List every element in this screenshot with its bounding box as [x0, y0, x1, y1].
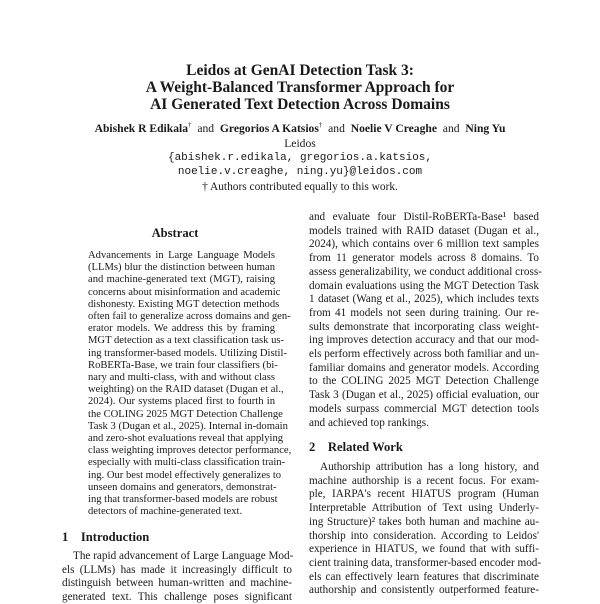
text-line: and achieved top rankings. [309, 416, 429, 429]
text-line: from 41 models not seen during training. Our re- [309, 306, 539, 319]
author-name: Noelie V Creaghe [350, 122, 437, 135]
related-work-heading [309, 440, 403, 455]
text-line: ing transformer-based models. Utilizing Distil- [88, 347, 287, 359]
text-line: to the COLING 2025 MGT Detection Challenge [309, 375, 539, 388]
text-line: nary and multi-class, with and without class [88, 372, 275, 383]
author-separator: and [197, 122, 215, 135]
text-line: detectors of machine-generated text. [88, 506, 243, 518]
title-line-3: AI Generated Text Detection Across Domains [150, 96, 450, 113]
section-number: 1 [62, 530, 69, 544]
text-line: especially with multi-class classification train- [88, 457, 286, 469]
text-line: 2024), which contains over 6 million text samples [309, 238, 539, 251]
text-line: familiar domains and generator models. According [309, 361, 539, 374]
text-line: cient training data, transformer-based encoder mod- [309, 556, 542, 569]
text-line: ing Structure)² takes both human and machine au- [309, 515, 539, 528]
text-line: 2024). Our systems placed first to fourth in [88, 396, 275, 408]
author-name: Gregorios A Katsios [219, 122, 319, 135]
author-name: Ning Yu [465, 122, 506, 135]
text-line: experience in HIATUS, we found that with suffi- [309, 543, 539, 556]
section-number: 2 [309, 440, 316, 454]
text-line: models surpass commercial MGT detection tools [309, 402, 539, 415]
text-line: assess generalizability, we conduct additional cross- [309, 265, 542, 278]
author-separator: and [328, 122, 345, 135]
text-line: often fail to generalize across domains and gen- [88, 311, 291, 322]
text-line: ing. Our best model effectively generalizes to [88, 469, 282, 481]
text-line: els perform effectively across both familiar and un- [309, 348, 539, 360]
author-line [0, 122, 600, 136]
affiliation: Leidos [284, 137, 316, 150]
text-line: thorship into consideration. According to Leidos' [309, 529, 539, 542]
text-line: authorship and consistently outperformed feature- [309, 584, 539, 597]
email-line-2: noelie.v.creaghe, ning.yu}@leidos.com [177, 166, 423, 178]
text-line: erator models. We address this by framing [88, 323, 275, 335]
text-line: models trained with RAID dataset (Dugan et al., [309, 224, 539, 237]
text-line: from 11 generator models across 8 domains. To [309, 252, 539, 265]
text-line: weighting) on the RAID dataset (Dugan et al., [88, 384, 284, 396]
text-line: Task 3 (Dugan et al., 2025). Internal in-domain [88, 420, 288, 432]
text-line: distinguish between human-written and machine- [62, 577, 292, 590]
intro-heading [62, 530, 149, 545]
text-line: Interpretable Attribution of Text using Underly- [309, 502, 539, 515]
author-separator: and [442, 122, 460, 135]
text-line: generated text. This challenge poses significant [62, 591, 292, 604]
text-line: MGT detection as a text classification task us- [88, 335, 285, 347]
text-line: ing that transformer-based models are robust [88, 494, 278, 505]
text-line: and zero-shot evaluations reveal that applying [88, 433, 284, 444]
text-line: Task 3 (Dugan et al., 2025) official evaluation, our [309, 389, 539, 402]
section-title: Related Work [327, 440, 403, 454]
abstract-heading: Abstract [151, 226, 199, 240]
text-line: machine authorship is a recent focus. For exam- [309, 474, 539, 487]
text-line: The rapid advancement of Large Language Mod- [73, 550, 294, 562]
text-line: RoBERTa-Base, we train four classifiers (bi- [88, 359, 278, 371]
text-line: and evaluate four Distil-RoBERTa-Base¹ based [309, 211, 539, 223]
section-title: Introduction [80, 530, 150, 544]
text-line: domain evaluations using the MGT Detection Task [309, 279, 539, 292]
email-line-1: {abishek.r.edikala, gregorios.a.katsios, [167, 152, 433, 164]
text-line: sults demonstrate that incorporating class weight- [309, 320, 539, 333]
text-line: ple, IARPA's recent HIATUS program (Human [309, 488, 539, 501]
title-line-2: A Weight-Balanced Transformer Approach for [145, 79, 455, 96]
author-name: Abishek R Edikala [94, 122, 189, 135]
text-line: Authorship attribution has a long history, and [320, 461, 539, 473]
text-line: els (LLMs) has made it increasingly difficult to [62, 563, 292, 576]
text-line: els can effectively learn features that discriminate [309, 570, 539, 583]
text-line: the COLING 2025 MGT Detection Challenge [88, 408, 283, 420]
equal-contribution-mark: † [188, 121, 192, 130]
text-line: unseen domains and generators, demonstrat- [88, 481, 277, 493]
title-line-1: Leidos at GenAI Detection Task 3: [186, 62, 414, 79]
text-line: (LLMs) blur the distinction between human [88, 262, 275, 274]
equal-contribution-note: † Authors contributed equally to this work. [202, 181, 398, 193]
text-line: ing improves detection accuracy and that our mod- [309, 334, 539, 347]
text-line: concerns about misinformation and academic [88, 286, 281, 298]
text-line: and machine-generated text (MGT), raising [88, 274, 275, 286]
text-line: class weighting improves detector performance, [88, 445, 292, 457]
text-line: Advancements in Large Language Models [88, 250, 275, 261]
text-line: dishonesty. Existing MGT detection methods [88, 298, 280, 310]
text-line: 1 dataset (Wang et al., 2025), which includes texts [309, 293, 539, 306]
equal-contribution-mark: † [318, 121, 323, 130]
